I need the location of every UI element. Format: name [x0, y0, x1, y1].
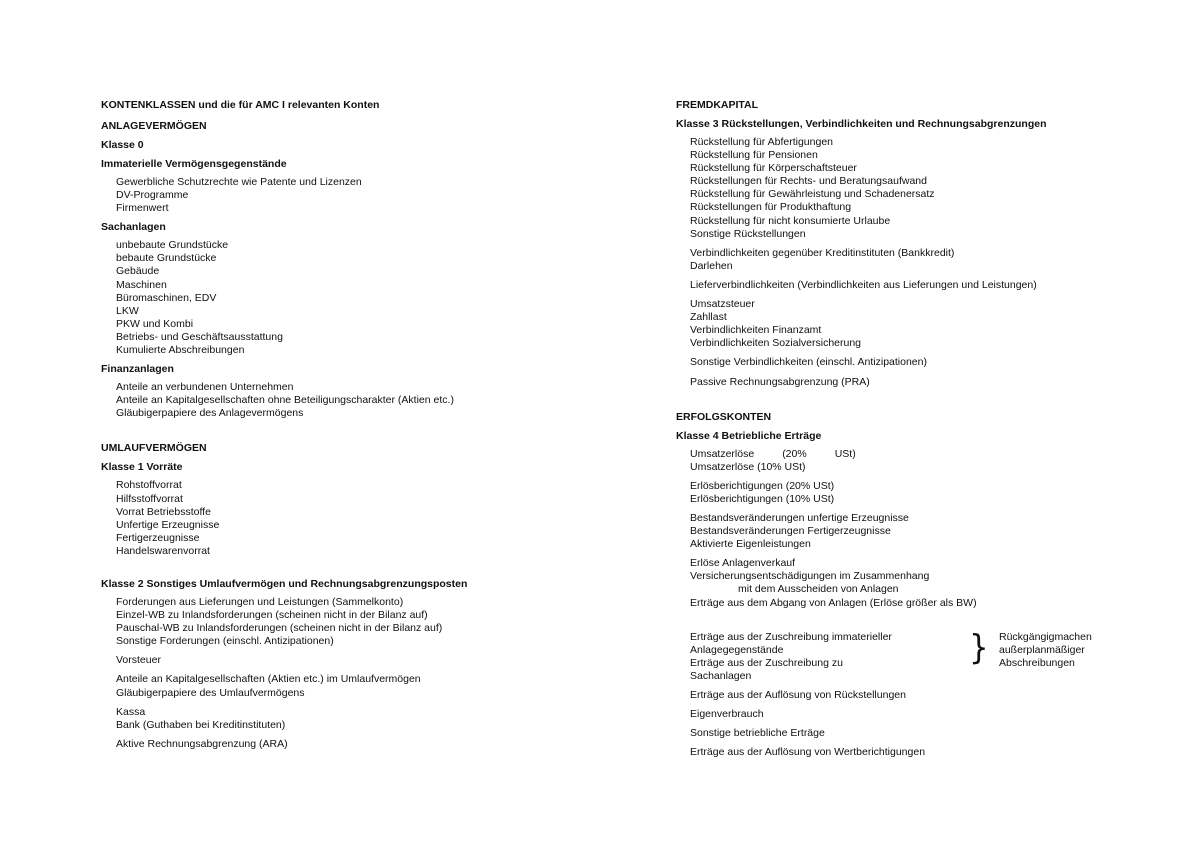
- list-item: Handelswarenvorrat: [116, 544, 210, 557]
- list-item: Firmenwert: [116, 202, 169, 215]
- list-item: Büromaschinen, EDV: [116, 291, 217, 304]
- list-item: Gläubigerpapiere des Umlaufvermögens: [116, 686, 305, 699]
- list-item: Passive Rechnungsabgrenzung (PRA): [690, 375, 870, 388]
- list-item: Verbindlichkeiten Sozialversicherung: [690, 337, 862, 350]
- list-item: Gewerbliche Schutzrechte wie Patente und Lizenzen: [116, 176, 362, 188]
- list-item: Erträge aus der Auflösung von Rückstellungen: [690, 689, 906, 701]
- list-item: Bestandsveränderungen unfertige Erzeugnisse: [690, 511, 909, 524]
- brace-note-line: Rückgängigmachen: [999, 630, 1092, 643]
- list-item: Anteile an verbundenen Unternehmen: [116, 381, 294, 394]
- list-item: Rückstellung für Abfertigungen: [690, 136, 834, 148]
- list-item: Bank (Guthaben bei Kreditinstituten): [116, 718, 286, 731]
- heading-finanzanlagen: Finanzanlagen: [101, 363, 174, 376]
- list-item: Eigenverbrauch: [690, 708, 764, 721]
- list-vorraete: [101, 479, 661, 558]
- list-item-continuation: mit dem Ausscheiden von Anlagen: [738, 583, 899, 596]
- list-item: Versicherungsentschädigungen im Zusammenhang: [690, 570, 930, 583]
- list-item: Fertigerzeugnisse: [116, 531, 200, 544]
- zuschreibung-group: [690, 627, 1176, 683]
- brace-note-line: Abschreibungen: [999, 656, 1075, 669]
- list-item: Vorrat Betriebsstoffe: [116, 505, 211, 518]
- list-item: Kassa: [116, 705, 146, 718]
- list-item: Darlehen: [690, 259, 733, 272]
- list-item: Rückstellung für Pensionen: [690, 149, 818, 162]
- umsatzerloese-rate: (20%: [782, 447, 807, 460]
- list-item: Pauschal-WB zu Inlandsforderungen (scheinen nicht in der Bilanz auf): [116, 622, 443, 635]
- brace-note-line: außerplanmäßiger: [999, 643, 1085, 656]
- list-item: Erlöse Anlagenverkauf: [690, 557, 796, 570]
- list-immaterielle: [101, 176, 661, 215]
- list-item: Sonstige betriebliche Erträge: [690, 727, 825, 740]
- list-item: Anlagegegenstände: [690, 643, 784, 656]
- list-item: Vorsteuer: [116, 654, 161, 667]
- list-item: Bestandsveränderungen Fertigerzeugnisse: [690, 525, 891, 538]
- heading-erfolgskonten: ERFOLGSKONTEN: [676, 410, 772, 423]
- list-item: Anteile an Kapitalgesellschaften ohne Beteiligungscharakter (Aktien etc.): [116, 394, 454, 407]
- list-item: Erlösberichtigungen (20% USt): [690, 479, 835, 492]
- list-item: Verbindlichkeiten Finanzamt: [690, 324, 822, 337]
- list-item: Sonstige Rückstellungen: [690, 227, 806, 240]
- list-item: Rückstellung für Körperschaftsteuer: [690, 162, 857, 175]
- list-item: Sachanlagen: [690, 669, 752, 682]
- list-item: Betriebs- und Geschäftsausstattung: [116, 330, 283, 343]
- left-column: [101, 98, 661, 751]
- heading-klasse-2: Klasse 2 Sonstiges Umlaufvermögen und Rechnungsabgrenzungsposten: [101, 577, 468, 590]
- heading-fremdkapital: FREMDKAPITAL: [676, 99, 759, 111]
- umsatzerloese-ust: USt): [834, 447, 856, 460]
- heading-immaterielle: Immaterielle Vermögensgegenstände: [101, 158, 287, 170]
- list-item: Maschinen: [116, 278, 167, 291]
- list-item: Rückstellungen für Rechts- und Beratungsaufwand: [690, 175, 927, 188]
- list-item: Erträge aus der Zuschreibung immaterieller: [690, 630, 892, 643]
- list-item: Lieferverbindlichkeiten (Verbindlichkeiten aus Lieferungen und Leistungen): [690, 278, 1037, 291]
- list-sachanlagen: [101, 239, 661, 357]
- heading-anlagevermoegen: ANLAGEVERMÖGEN: [101, 120, 207, 132]
- heading-klasse-3: Klasse 3 Rückstellungen, Verbindlichkeiten und Rechnungsabgrenzungen: [676, 118, 1047, 130]
- heading-klasse-1: Klasse 1 Vorräte: [101, 461, 183, 474]
- list-item: Verbindlichkeiten gegenüber Kreditinstituten (Bankkredit): [690, 246, 955, 259]
- list-item: Gläubigerpapiere des Anlagevermögens: [116, 407, 304, 420]
- list-item: bebaute Grundstücke: [116, 252, 217, 265]
- list-item: Erlösberichtigungen (10% USt): [690, 492, 835, 505]
- list-item: LKW: [116, 304, 139, 317]
- list-item: Erträge aus der Zuschreibung zu: [690, 656, 843, 669]
- list-item: Aktive Rechnungsabgrenzung (ARA): [116, 737, 288, 750]
- list-item: Rückstellung für Gewährleistung und Schadenersatz: [690, 188, 935, 201]
- list-klasse-2: [101, 596, 661, 751]
- list-item: Anteile an Kapitalgesellschaften (Aktien etc.) im Umlaufvermögen: [116, 673, 421, 686]
- list-item: Hilfsstoffvorrat: [116, 492, 183, 505]
- list-item: Erträge aus der Auflösung von Wertberichtigungen: [690, 746, 926, 759]
- list-item: Zahllast: [690, 311, 727, 324]
- list-item: Umsatzsteuer: [690, 298, 755, 311]
- list-item: Rückstellung für nicht konsumierte Urlaube: [690, 214, 891, 227]
- list-item: unbebaute Grundstücke: [116, 239, 229, 252]
- zuschreibung-items: [690, 631, 950, 683]
- brace-note: [999, 631, 1092, 670]
- list-item: Forderungen aus Lieferungen und Leistungen (Sammelkonto): [116, 595, 404, 608]
- heading-umlaufvermoegen: UMLAUFVERMÖGEN: [101, 442, 207, 455]
- document-title: KONTENKLASSEN und die für AMC I relevanten Konten: [101, 99, 380, 111]
- right-brace-icon: }: [969, 627, 989, 668]
- list-item: Einzel-WB zu Inlandsforderungen (scheinen nicht in der Bilanz auf): [116, 609, 428, 622]
- list-item: PKW und Kombi: [116, 317, 194, 330]
- list-finanzanlagen: [101, 381, 661, 420]
- list-item: Unfertige Erzeugnisse: [116, 518, 220, 531]
- heading-klasse-0: Klasse 0: [101, 139, 144, 151]
- heading-klasse-4: Klasse 4 Betriebliche Erträge: [676, 429, 822, 442]
- list-klasse-3: [676, 136, 1176, 389]
- heading-sachanlagen: Sachanlagen: [101, 221, 166, 234]
- list-item: Kumulierte Abschreibungen: [116, 344, 245, 357]
- umsatzerloese-label: Umsatzerlöse: [690, 447, 755, 460]
- list-item: Gebäude: [116, 265, 160, 278]
- list-item: Sonstige Verbindlichkeiten (einschl. Antizipationen): [690, 356, 927, 369]
- list-item: Umsatzerlöse (10% USt): [690, 460, 806, 473]
- list-item: Sonstige Forderungen (einschl. Antizipationen): [116, 635, 334, 648]
- list-item: DV-Programme: [116, 189, 189, 202]
- list-klasse-4: [676, 448, 1176, 760]
- list-item: [690, 448, 1176, 461]
- list-item: Erträge aus dem Abgang von Anlagen (Erlöse größer als BW): [690, 596, 977, 609]
- right-column: [676, 98, 1176, 759]
- list-item: Rückstellungen für Produkthaftung: [690, 201, 852, 214]
- list-item: Aktivierte Eigenleistungen: [690, 538, 811, 551]
- list-item: Rohstoffvorrat: [116, 479, 182, 492]
